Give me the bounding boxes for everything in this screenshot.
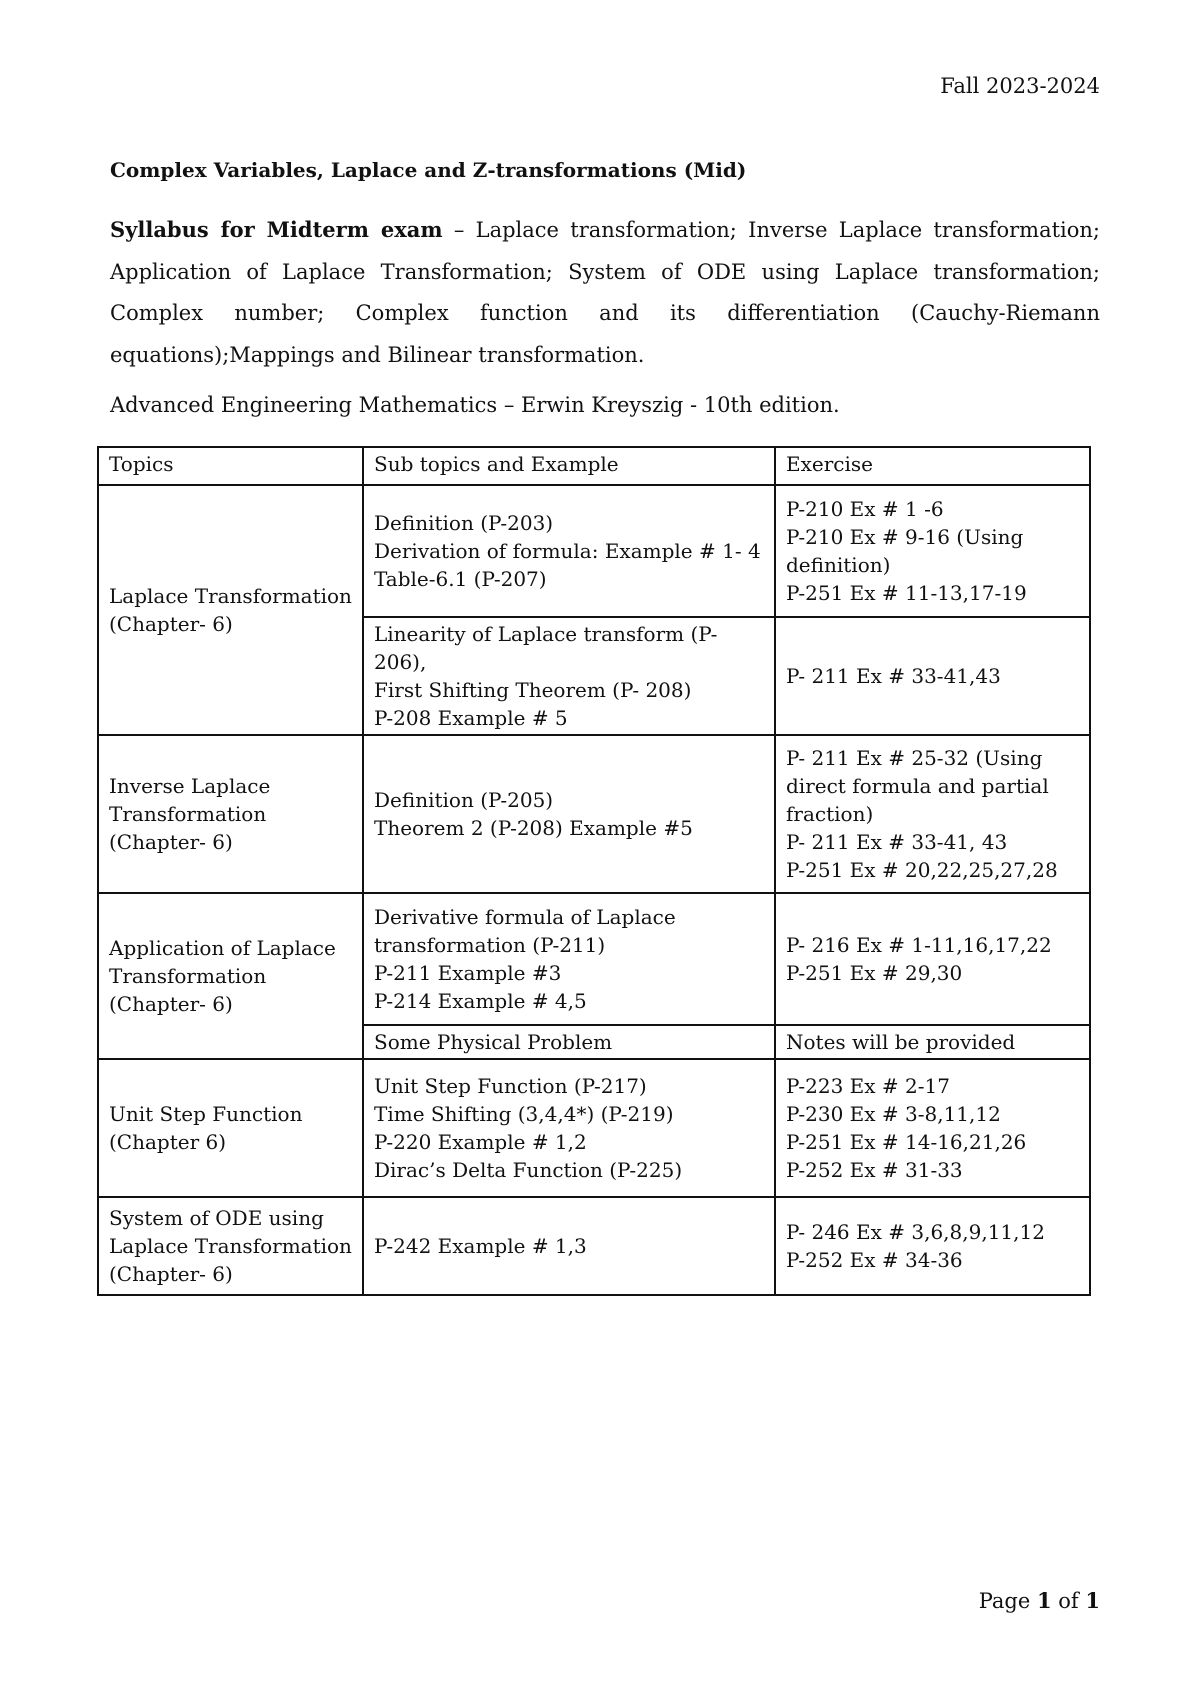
subtopic-cell — [363, 1059, 775, 1197]
topic-cell — [98, 485, 363, 735]
subtopic-line: P-214 Example # 4,5 — [374, 989, 587, 1013]
subtopic-line: P-242 Example # 1,3 — [374, 1234, 587, 1258]
subtopic-cell — [363, 1025, 775, 1059]
topic-cell — [98, 893, 363, 1059]
subtopic-cell — [363, 1197, 775, 1295]
header-exercise: Exercise — [775, 447, 1090, 485]
topic-line: (Chapter- 6) — [109, 1262, 233, 1286]
exercise-line: P-251 Ex # 29,30 — [786, 961, 963, 985]
subtopic-line: Derivation of formula: Example # 1- 4 — [374, 539, 761, 563]
textbook-reference: Advanced Engineering Mathematics – Erwin Kreyszig - 10th edition. — [110, 393, 840, 417]
exercise-line: P-252 Ex # 34-36 — [786, 1248, 963, 1272]
exercise-cell — [775, 1197, 1090, 1295]
syllabus-table — [97, 446, 1091, 1296]
exercise-cell — [775, 1025, 1090, 1059]
topic-cell — [98, 1197, 363, 1295]
table-row — [98, 1059, 1090, 1197]
page-header-term: Fall 2023-2024 — [940, 74, 1100, 98]
exercise-cell — [775, 893, 1090, 1025]
exercise-line: P-251 Ex # 20,22,25,27,28 — [786, 858, 1058, 882]
exercise-line: P-230 Ex # 3-8,11,12 — [786, 1102, 1001, 1126]
topic-line: Unit Step Function — [109, 1102, 303, 1126]
document-title: Complex Variables, Laplace and Z-transformations (Mid) — [110, 158, 747, 182]
subtopic-line: Time Shifting (3,4,4*) (P-219) — [374, 1102, 674, 1126]
exercise-line: P-252 Ex # 31-33 — [786, 1158, 963, 1182]
exercise-line: P- 211 Ex # 33-41,43 — [786, 664, 1001, 688]
exercise-line: P-251 Ex # 11-13,17-19 — [786, 581, 1027, 605]
current-page: 1 — [1036, 1588, 1052, 1613]
exercise-line: P- 246 Ex # 3,6,8,9,11,12 — [786, 1220, 1045, 1244]
table-row — [98, 735, 1090, 893]
subtopic-cell — [363, 485, 775, 617]
exercise-cell — [775, 1059, 1090, 1197]
subtopic-line: Linearity of Laplace transform (P-206), — [374, 622, 718, 674]
syllabus-label: Syllabus for Midterm exam — [110, 217, 443, 242]
exercise-cell — [775, 617, 1090, 735]
topic-line: (Chapter- 6) — [109, 612, 233, 636]
subtopic-line: P-220 Example # 1,2 — [374, 1130, 587, 1154]
subtopic-cell — [363, 893, 775, 1025]
table-header-row — [98, 447, 1090, 485]
exercise-line: P-210 Ex # 9-16 (Using definition) — [786, 525, 1024, 577]
total-pages: 1 — [1085, 1588, 1100, 1613]
topic-line: (Chapter- 6) — [109, 830, 233, 854]
subtopic-line: Dirac’s Delta Function (P-225) — [374, 1158, 683, 1182]
topic-line: (Chapter- 6) — [109, 992, 233, 1016]
page-number — [979, 1588, 1100, 1613]
topic-line: Application of Laplace — [109, 936, 336, 960]
exercise-cell — [775, 485, 1090, 617]
subtopic-line: P-211 Example #3 — [374, 961, 562, 985]
topic-line: Transformation — [109, 964, 267, 988]
exercise-cell — [775, 735, 1090, 893]
exercise-line: P-251 Ex # 14-16,21,26 — [786, 1130, 1027, 1154]
topic-line: Laplace Transformation — [109, 584, 352, 608]
subtopic-line: Derivative formula of Laplace transformation (P-211) — [374, 905, 676, 957]
topic-cell — [98, 1059, 363, 1197]
topic-line: Inverse Laplace — [109, 774, 271, 798]
table-row — [98, 485, 1090, 617]
subtopic-line: P-208 Example # 5 — [374, 706, 568, 730]
syllabus-paragraph — [110, 209, 1100, 376]
exercise-line: P-223 Ex # 2-17 — [786, 1074, 950, 1098]
table-row — [98, 1197, 1090, 1295]
topic-line: Transformation — [109, 802, 267, 826]
subtopic-line: Definition (P-205) — [374, 788, 554, 812]
topic-line: System of ODE using — [109, 1206, 324, 1230]
header-topics: Topics — [98, 447, 363, 485]
topic-line: Laplace Transformation — [109, 1234, 352, 1258]
subtopic-line: Unit Step Function (P-217) — [374, 1074, 647, 1098]
subtopic-cell — [363, 735, 775, 893]
subtopic-line: Definition (P-203) — [374, 511, 554, 535]
exercise-line: P-210 Ex # 1 -6 — [786, 497, 944, 521]
subtopic-line: Table-6.1 (P-207) — [374, 567, 547, 591]
header-subtopics: Sub topics and Example — [363, 447, 775, 485]
subtopic-line: Theorem 2 (P-208) Example #5 — [374, 816, 693, 840]
subtopic-cell — [363, 617, 775, 735]
exercise-line: P- 211 Ex # 33-41, 43 — [786, 830, 1008, 854]
topic-cell — [98, 735, 363, 893]
page-word: Page — [978, 1589, 1037, 1613]
exercise-line: P- 216 Ex # 1-11,16,17,22 — [786, 933, 1052, 957]
subtopic-line: Some Physical Problem — [374, 1030, 613, 1054]
topic-line: (Chapter 6) — [109, 1130, 227, 1154]
exercise-line: Notes will be provided — [786, 1030, 1016, 1054]
exercise-line: P- 211 Ex # 25-32 (Using direct formula and partial fraction) — [786, 746, 1049, 826]
of-word: of — [1051, 1589, 1086, 1613]
syllabus-text: – Laplace transformation; Inverse Laplace transformation; Application of Laplace Transformation; System of ODE using Laplace transformation; Complex number; Complex function and its differentiation (Cauchy-Riemann equations);Mappings and Bilinear transformation. — [110, 218, 1101, 367]
subtopic-line: First Shifting Theorem (P- 208) — [374, 678, 692, 702]
table-row — [98, 893, 1090, 1025]
